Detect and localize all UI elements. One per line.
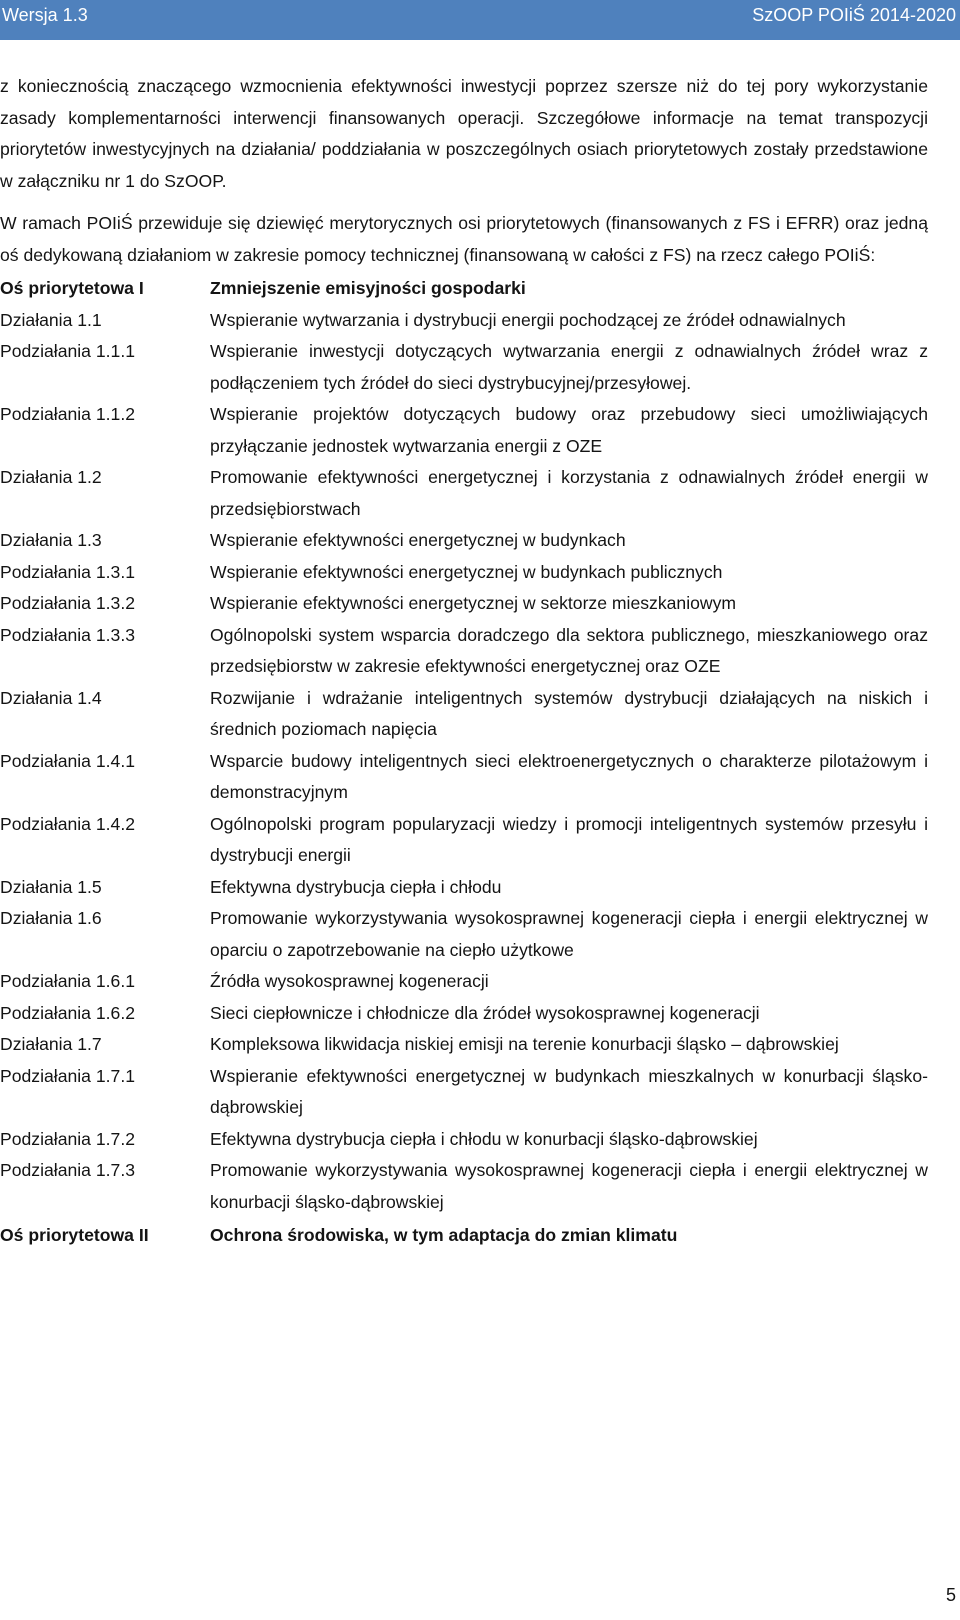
entry-description: Ogólnopolski system wsparcia doradczego dla sektora publicznego, mieszkaniowego oraz przedsiębiorstw w zakresie efektywności energetycznej oraz OZE: [210, 624, 928, 676]
entry-code: Oś priorytetowa I: [0, 278, 144, 298]
submeasure-row: [0, 746, 928, 809]
entry-code: Podziałania 1.1.1: [0, 341, 135, 361]
measure-row: [0, 683, 928, 746]
entry-description: Promowanie efektywności energetycznej i korzystania z odnawialnych źródeł energii w przedsiębiorstwach: [210, 467, 928, 519]
entry-code: Podziałania 1.7.3: [0, 1160, 135, 1180]
entry-description: Zmniejszenie emisyjności gospodarki: [210, 278, 526, 298]
entry-description: Efektywna dystrybucja ciepła i chłodu w konurbacji śląsko-dąbrowskiej: [210, 1128, 758, 1149]
submeasure-row: [0, 1061, 928, 1124]
entry-code: Podziałania 1.1.2: [0, 404, 135, 424]
entry-code: Działania 1.5: [0, 876, 102, 897]
entry-description: Ochrona środowiska, w tym adaptacja do zmian klimatu: [210, 1225, 678, 1245]
measure-row: [0, 525, 928, 557]
entry-description: Ogólnopolski program popularyzacji wiedzy i promocji inteligentnych systemów przesyłu i dystrybucji energii: [210, 813, 928, 865]
entry-description: Promowanie wykorzystywania wysokosprawnej kogeneracji ciepła i energii elektrycznej w konurbacji śląsko-dąbrowskiej: [210, 1160, 928, 1212]
measure-row: [0, 305, 928, 337]
entry-description: Wspieranie efektywności energetycznej w budynkach mieszkalnych w konurbacji śląsko-dąbrowskiej: [210, 1065, 928, 1117]
entry-code: Podziałania 1.3.2: [0, 593, 135, 613]
submeasure-row: [0, 809, 928, 872]
measure-row: [0, 903, 928, 966]
submeasure-row: [0, 557, 928, 589]
entry-description: Wsparcie budowy inteligentnych sieci elektroenergetycznych o charakterze pilotażowym i demonstracyjnym: [210, 750, 928, 802]
entry-description: Wspieranie inwestycji dotyczących wytwarzania energii z odnawialnych źródeł wraz z podłączeniem tych źródeł do sieci dystrybucyjnej/przesyłowej.: [210, 341, 928, 393]
entry-description: Sieci ciepłownicze i chłodnicze dla źródeł wysokosprawnej kogeneracji: [210, 1002, 760, 1023]
page-number: 5: [945, 1585, 956, 1605]
entry-description: Wspieranie efektywności energetycznej w budynkach: [210, 530, 626, 550]
page-header: [0, 0, 960, 40]
submeasure-row: [0, 998, 928, 1030]
priority-axis-list: [0, 273, 928, 1252]
entry-description: Promowanie wykorzystywania wysokosprawnej kogeneracji ciepła i energii elektrycznej w oparciu o zapotrzebowanie na ciepło użytkowe: [210, 908, 928, 960]
entry-code: Podziałania 1.4.1: [0, 750, 135, 771]
entry-description: Wspieranie efektywności energetycznej w sektorze mieszkaniowym: [210, 593, 737, 613]
entry-description: Kompleksowa likwidacja niskiej emisji na terenie konurbacji śląsko – dąbrowskiej: [210, 1034, 839, 1054]
entry-description: Źródła wysokosprawnej kogeneracji: [210, 971, 489, 991]
paragraph-intro: z koniecznością znaczącego wzmocnienia efektywności inwestycji poprzez szersze niż do tej pory wykorzystanie zasady komplementarności interwencji finansowanych operacji. Szczegółowe informacje na temat transpozycji priorytetów inwestycyjnych na działania/ poddziałania w poszczególnych osiach priorytetowych zostały przedstawione w załączniku nr 1 do SzOOP.: [0, 76, 928, 191]
submeasure-row: [0, 1155, 928, 1218]
entry-description: Wspieranie projektów dotyczących budowy oraz przebudowy sieci umożliwiających przyłączanie jednostek wytwarzania energii z OZE: [210, 404, 928, 456]
entry-code: Podziałania 1.6.1: [0, 971, 135, 991]
submeasure-row: [0, 336, 928, 399]
entry-code: Działania 1.7: [0, 1034, 102, 1054]
entry-code: Działania 1.4: [0, 687, 102, 708]
submeasure-row: [0, 588, 928, 620]
submeasure-row: [0, 620, 928, 683]
entry-code: Podziałania 1.4.2: [0, 813, 135, 834]
entry-code: Podziałania 1.3.3: [0, 624, 135, 645]
entry-code: Działania 1.3: [0, 530, 102, 550]
measure-row: [0, 872, 928, 904]
submeasure-row: [0, 966, 928, 998]
submeasure-row: [0, 399, 928, 462]
priority-axis-row: [0, 1220, 928, 1252]
measure-row: [0, 462, 928, 525]
submeasure-row: [0, 1124, 928, 1156]
entry-code: Podziałania 1.6.2: [0, 1002, 135, 1023]
entry-code: Oś priorytetowa II: [0, 1225, 149, 1245]
entry-code: Podziałania 1.7.1: [0, 1065, 135, 1086]
version-label: Wersja 1.3: [2, 5, 88, 25]
document-body: [0, 71, 928, 1252]
paragraph-axes-overview: W ramach POIiŚ przewiduje się dziewięć merytorycznych osi priorytetowych (finansowanych z FS i EFRR) oraz jedną oś dedykowaną działaniom w zakresie pomocy technicznej (finansowaną w całości z FS) na rzecz całego POIiŚ:: [0, 213, 928, 265]
entry-description: Rozwijanie i wdrażanie inteligentnych systemów dystrybucji działających na niskich i średnich poziomach napięcia: [210, 687, 928, 739]
document-title: SzOOP POIiŚ 2014-2020: [752, 5, 956, 25]
entry-description: Wspieranie wytwarzania i dystrybucji energii pochodzącej ze źródeł odnawialnych: [210, 309, 846, 330]
entry-code: Działania 1.1: [0, 309, 102, 330]
entry-code: Działania 1.2: [0, 467, 102, 487]
entry-description: Wspieranie efektywności energetycznej w budynkach publicznych: [210, 561, 723, 582]
entry-description: Efektywna dystrybucja ciepła i chłodu: [210, 876, 502, 897]
entry-code: Działania 1.6: [0, 908, 102, 928]
entry-code: Podziałania 1.3.1: [0, 561, 135, 582]
measure-row: [0, 1029, 928, 1061]
entry-code: Podziałania 1.7.2: [0, 1128, 135, 1149]
priority-axis-row: [0, 273, 928, 305]
